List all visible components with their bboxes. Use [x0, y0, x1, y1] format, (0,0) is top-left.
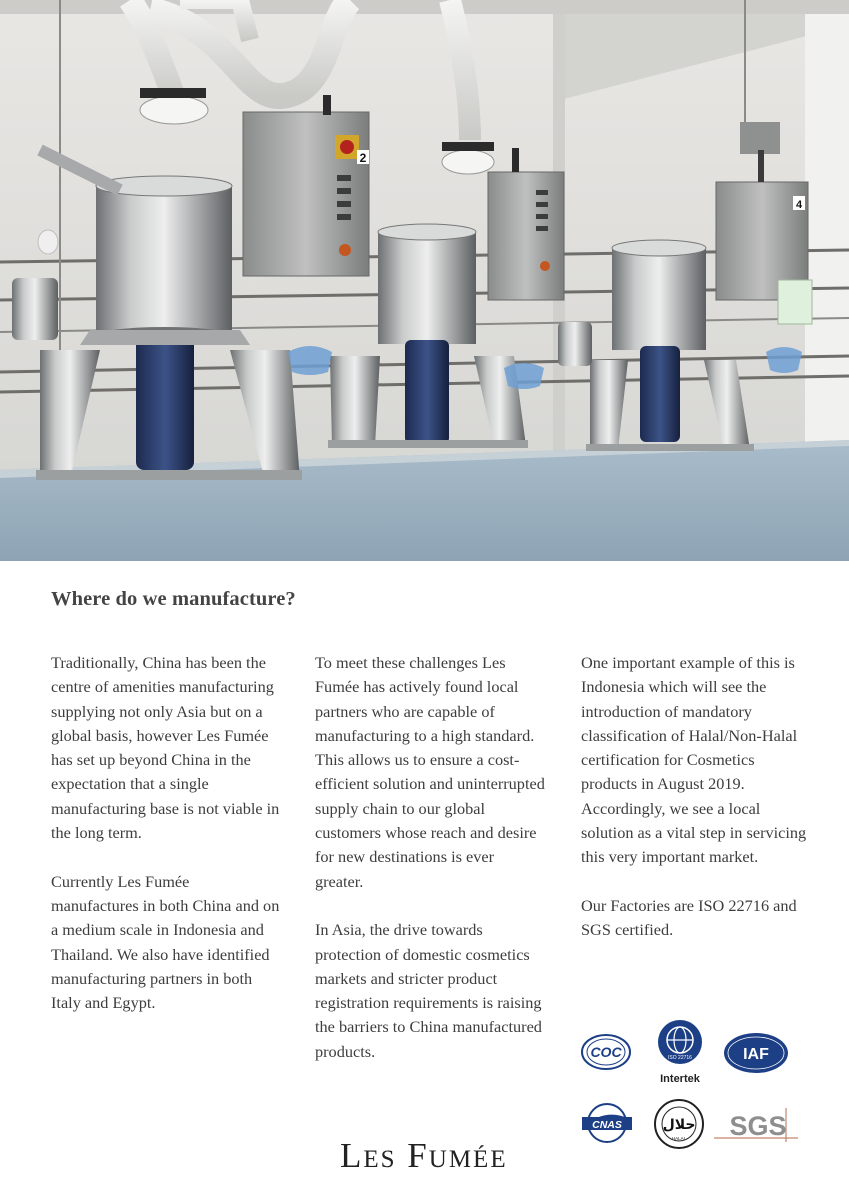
panel-number-4: 4: [795, 199, 803, 211]
paragraph: One important example of this is Indonesia which will see the introduction of mandatory classification of Halal/Non-Halal certification for Cosmetics products in August 2019. Accordingly, we see a local solution as a vital step in servicing this very important market.: [581, 653, 807, 867]
text-column-2: [315, 651, 545, 1088]
paragraph: Our Factories are ISO 22716 and SGS certified.: [581, 895, 797, 940]
cnas-logo: [580, 1102, 634, 1144]
svg-text:IAF: IAF: [743, 1046, 769, 1063]
control-panel-2: [243, 95, 369, 276]
paragraph: Traditionally, China has been the centre of amenities manufacturing supplying not only Asia but on a global basis, however Les Fumée has set up beyond China in the expectation that a single manufacturing base is not viable in the long term.: [51, 653, 280, 843]
page-heading: Where do we manufacture?: [51, 588, 296, 610]
paragraph: To meet these challenges Les Fumée has actively found local partners who are capable of manufacturing to a high standard. This allows us to ensure a cost-efficient solution and uninterrupted supply chain to our global customers whose reach and desire for new destinations is ever greater.: [315, 653, 545, 891]
hero-photo: [0, 0, 849, 561]
svg-text:حلال: حلال: [662, 1117, 696, 1133]
svg-text:CNAS: CNAS: [592, 1119, 622, 1131]
text-column-1: [51, 651, 281, 1040]
text-column-3: [581, 651, 813, 967]
svg-text:Intertek: Intertek: [660, 1073, 700, 1085]
coc-logo: [580, 1032, 632, 1072]
paragraph: Currently Les Fumée manufactures in both China and on a medium scale in Indonesia and Thailand. We also have identified manufacturing partners in both Italy and Egypt.: [51, 871, 280, 1013]
svg-text:COC: COC: [590, 1044, 622, 1060]
intertek-iso-logo: [652, 1018, 708, 1088]
paragraph: In Asia, the drive towards protection of domestic cosmetics markets and stricter product registration requirements is raising the barriers to China manufactured products.: [315, 920, 542, 1061]
svg-text:ISO 22716: ISO 22716: [668, 1055, 692, 1061]
brand-wordmark: Les Fumée: [340, 1136, 508, 1175]
panel-number-2: 2: [359, 151, 367, 165]
halal-logo: [652, 1098, 706, 1150]
iaf-logo: [723, 1032, 789, 1074]
svg-text:HALAL: HALAL: [671, 1136, 687, 1141]
sgs-logo: [712, 1104, 802, 1144]
factory-illustration: [0, 0, 849, 561]
svg-text:SGS: SGS: [729, 1111, 787, 1141]
certification-logos: [578, 1018, 803, 1153]
